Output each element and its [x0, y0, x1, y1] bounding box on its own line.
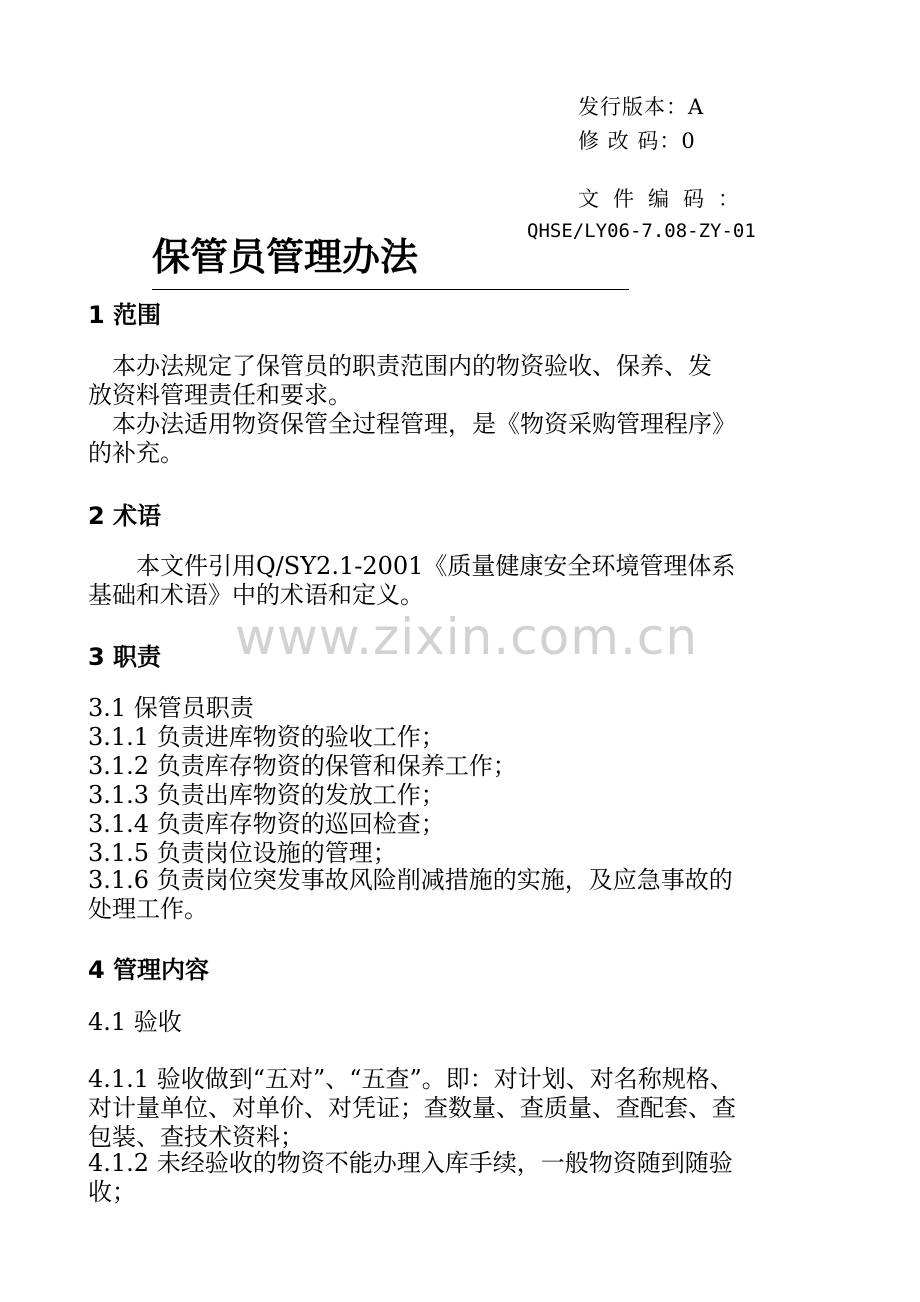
duty-item: 3.1.4 负责库存物资的巡回检查；	[88, 810, 445, 838]
section-4-text: 包装、查技术资料；	[88, 1123, 304, 1151]
section-4-text: 对计量单位、对单价、对凭证；查数量、查质量、查配套、查	[88, 1094, 736, 1122]
page-title: 保管员管理办法	[152, 235, 419, 279]
duty-item: 处理工作。	[88, 895, 208, 923]
duty-item: 3.1 保管员职责	[88, 694, 254, 722]
section-4-text: 4.1.1 验收做到“五对”、“五查”。即：对计划、对名称规格、	[88, 1065, 734, 1093]
revision-code: 修 改 码：0	[578, 129, 696, 153]
duty-item: 3.1.6 负责岗位突发事故风险削减措施的实施，及应急事故的	[88, 866, 733, 894]
section-1-text: 本办法适用物资保管全过程管理，是《物资采购管理程序》	[88, 410, 736, 438]
section-4-heading: 4 管理内容	[88, 956, 210, 984]
duty-item: 3.1.3 负责出库物资的发放工作；	[88, 781, 445, 809]
section-4-text: 4.1.2 未经验收的物资不能办理入库手续，一般物资随到随验	[88, 1149, 733, 1177]
duty-item: 3.1.2 负责库存物资的保管和保养工作；	[88, 752, 517, 780]
section-1-heading: 1 范围	[88, 301, 162, 329]
section-1-text: 的补充。	[88, 439, 184, 467]
doc-number-label: 文件编码：	[578, 187, 753, 211]
watermark: www.zixin.com.cn	[235, 608, 699, 666]
duty-item: 3.1.5 负责岗位设施的管理；	[88, 839, 397, 867]
section-2-text: 基础和术语》中的术语和定义。	[88, 581, 424, 609]
section-1-text: 放资料管理责任和要求。	[88, 381, 352, 409]
title-underline	[152, 289, 629, 290]
issue-version: 发行版本：A	[578, 95, 705, 119]
doc-number-value: QHSE/LY06-7.08-ZY-01	[527, 220, 756, 242]
section-4-text: 收；	[88, 1178, 136, 1206]
section-2-heading: 2 术语	[88, 502, 162, 530]
section-1-text: 本办法规定了保管员的职责范围内的物资验收、保养、发	[88, 352, 712, 380]
subsection-heading: 4.1 验收	[88, 1008, 182, 1036]
duty-item: 3.1.1 负责进库物资的验收工作；	[88, 723, 445, 751]
section-2-text: 本文件引用Q/SY2.1-2001《质量健康安全环境管理体系	[88, 552, 736, 580]
section-3-heading: 3 职责	[88, 643, 162, 671]
